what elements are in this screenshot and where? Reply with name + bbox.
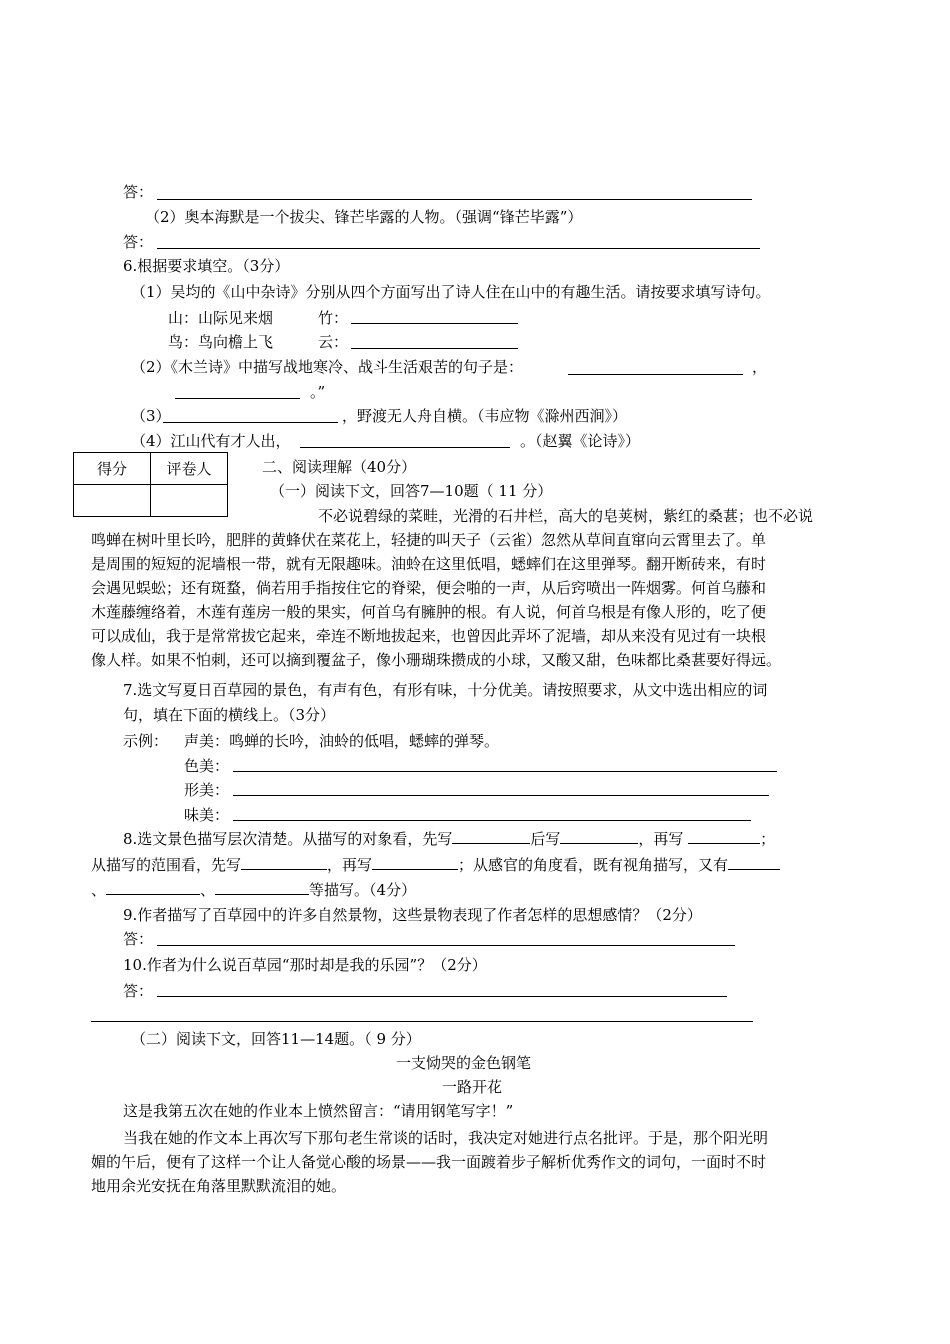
answer-label: 答： bbox=[123, 233, 154, 251]
answer-line[interactable] bbox=[157, 995, 727, 997]
answer-line[interactable] bbox=[91, 1020, 753, 1022]
answer-blank[interactable] bbox=[688, 829, 760, 844]
q6-bamboo: 竹： bbox=[318, 309, 349, 327]
story-line: 当我在她的作文本上再次写下那句老生常谈的话时，我决定对她进行点名批评。于是，那个阳光明 bbox=[123, 1129, 769, 1147]
answer-blank[interactable] bbox=[241, 855, 327, 870]
answer-line[interactable] bbox=[157, 198, 752, 200]
answer-line[interactable] bbox=[233, 794, 769, 796]
answer-blank[interactable] bbox=[372, 855, 458, 870]
q6-item4: （4）江山代有才人出， bbox=[131, 432, 291, 450]
q7-shape-label: 形美： bbox=[184, 781, 230, 799]
answer-line[interactable] bbox=[568, 373, 743, 375]
passage-line: 会遇见蜈蚣；还有斑蝥，倘若用手指按住它的脊梁，便会啪的一声，从后窍喷出一阵烟雾。何首乌藤和 bbox=[91, 579, 767, 597]
answer-line[interactable] bbox=[163, 421, 338, 423]
passage-line: 木莲藤缠络着，木莲有莲房一般的果实，何首乌有臃肿的根。有人说，何首乌根是有像人形的，吃了便 bbox=[91, 603, 767, 621]
answer-line[interactable] bbox=[233, 770, 777, 772]
q7-line2: 句，填在下面的横线上。（3分） bbox=[123, 706, 336, 724]
q10-text: 10.作者为什么说百草园“那时却是我的乐园”？（2分） bbox=[123, 956, 487, 974]
q9-text: 9.作者描写了百草园中的许多自然景物，这些景物表现了作者怎样的思想感情？（2分） bbox=[123, 906, 702, 924]
story-paragraph bbox=[91, 1126, 768, 1198]
q7-example-label: 示例： bbox=[123, 732, 169, 750]
section2-title: 二、阅读理解（40分） bbox=[262, 458, 417, 476]
q7-line1: 7.选文写夏日百草园的景色，有声有色，有形有味，十分优美。请按照要求，从文中选出相应的词 bbox=[123, 681, 768, 699]
q6-item2-end: 。” bbox=[310, 383, 326, 401]
q7-example: 声美：鸣蝉的长吟，油蛉的低唱，蟋蟀的弹琴。 bbox=[184, 732, 500, 750]
q7-color-label: 色美： bbox=[184, 757, 230, 775]
q8-text: 8.选文景色描写层次清楚。从描写的对象看，先写 bbox=[123, 830, 453, 848]
score-header: 得分 bbox=[74, 453, 151, 485]
story-line: 地用余光安抚在角落里默默流泪的她。 bbox=[91, 1177, 347, 1195]
passage-line: 鸣蝉在树叶里长吟，肥胖的黄蜂伏在菜花上，轻捷的叫天子（云雀）忽然从草间直窜向云霄里去了。单 bbox=[91, 531, 767, 549]
answer-line[interactable] bbox=[351, 322, 518, 324]
passage bbox=[91, 504, 813, 672]
answer-line[interactable] bbox=[351, 347, 518, 349]
q8-text: 后写 bbox=[530, 830, 561, 848]
grader-header: 评卷人 bbox=[151, 453, 228, 485]
answer-blank[interactable] bbox=[728, 855, 780, 870]
q6-item3-prefix: （3） bbox=[131, 407, 171, 425]
answer-line[interactable] bbox=[157, 247, 760, 249]
q8-text: ，再写 bbox=[638, 830, 684, 848]
passage-line: 可以成仙，我于是常常拔它起来，牵连不断地拔起来，也曾因此弄坏了泥墙，却从来没有见过有一块根 bbox=[91, 627, 767, 645]
answer-label: 答： bbox=[123, 183, 154, 201]
passage-line: 像人样。如果不怕刺，还可以摘到覆盆子，像小珊瑚珠攒成的小球，又酸又甜，色味都比桑葚要好得远。 bbox=[91, 651, 782, 669]
part1-title: （一）阅读下文，回答7—10题（ 11 分） bbox=[270, 482, 553, 500]
q6-cloud: 云： bbox=[318, 333, 349, 351]
answer-blank[interactable] bbox=[452, 829, 530, 844]
passage-line: 不必说碧绿的菜畦，光滑的石井栏，高大的皂荚树，紫红的桑葚；也不必说 bbox=[318, 507, 814, 525]
q8-line1 bbox=[123, 829, 775, 849]
q5-item2: （2）奥本海默是一个拔尖、锋芒毕露的人物。（强调“锋芒毕露”） bbox=[145, 208, 583, 226]
q6-title: 6.根据要求填空。（3分） bbox=[123, 257, 290, 275]
q7-taste-label: 味美： bbox=[184, 806, 230, 824]
passage-line: 是周围的短短的泥墙根一带，就有无限趣味。油蛉在这里低唱，蟋蟀们在这里弹琴。翻开断砖来，有时 bbox=[91, 555, 767, 573]
q8-text: 从描写的范围看，先写 bbox=[91, 856, 242, 874]
q6-mountain: 山：山际见来烟 bbox=[168, 309, 274, 327]
q6-item1: （1）吴均的《山中杂诗》分别从四个方面写出了诗人住在山中的有趣生活。请按要求填写诗句。 bbox=[131, 283, 771, 301]
answer-line[interactable] bbox=[300, 446, 510, 448]
answer-blank[interactable] bbox=[215, 880, 309, 895]
q6-item2: （2）《木兰诗》中描写战地寒冷、战斗生活艰苦的句子是： bbox=[131, 358, 524, 376]
q6-item2-comma: ， bbox=[752, 358, 768, 376]
story-paragraph: 这是我第五次在她的作业本上愤然留言：“请用钢笔写字！” bbox=[123, 1102, 514, 1120]
q8-text: 、 bbox=[200, 881, 216, 899]
answer-line[interactable] bbox=[233, 819, 751, 821]
answer-line[interactable] bbox=[175, 397, 300, 399]
q6-bird: 鸟：鸟向檐上飞 bbox=[168, 333, 274, 351]
q8-text: 、 bbox=[91, 881, 107, 899]
answer-label: 答： bbox=[123, 930, 154, 948]
part2-title: （二）阅读下文，回答11—14题。（ 9 分） bbox=[131, 1030, 421, 1048]
q8-text: ，再写 bbox=[327, 856, 373, 874]
q6-item4-end: 。（赵翼《论诗》） bbox=[520, 432, 641, 450]
q8-line3 bbox=[91, 880, 416, 900]
story-title: 一支恸哭的金色钢笔 bbox=[396, 1054, 532, 1072]
q8-text: 等描写。（4分） bbox=[309, 881, 417, 899]
answer-blank[interactable] bbox=[106, 880, 200, 895]
story-author: 一路开花 bbox=[442, 1078, 503, 1096]
q8-line2 bbox=[91, 855, 780, 875]
story-line: 媚的午后，便有了这样一个让人备觉心酸的场景——我一面踱着步子解析优秀作文的词句，一面时不时 bbox=[91, 1153, 767, 1171]
answer-label: 答： bbox=[123, 982, 154, 1000]
answer-blank[interactable] bbox=[560, 829, 638, 844]
q8-text: ；从感官的角度看，既有视角描写，又有 bbox=[458, 856, 729, 874]
q6-item3: ，野渡无人舟自横。（韦应物《滁州西涧》） bbox=[342, 407, 628, 425]
q8-text: ； bbox=[760, 830, 776, 848]
answer-line[interactable] bbox=[157, 944, 735, 946]
